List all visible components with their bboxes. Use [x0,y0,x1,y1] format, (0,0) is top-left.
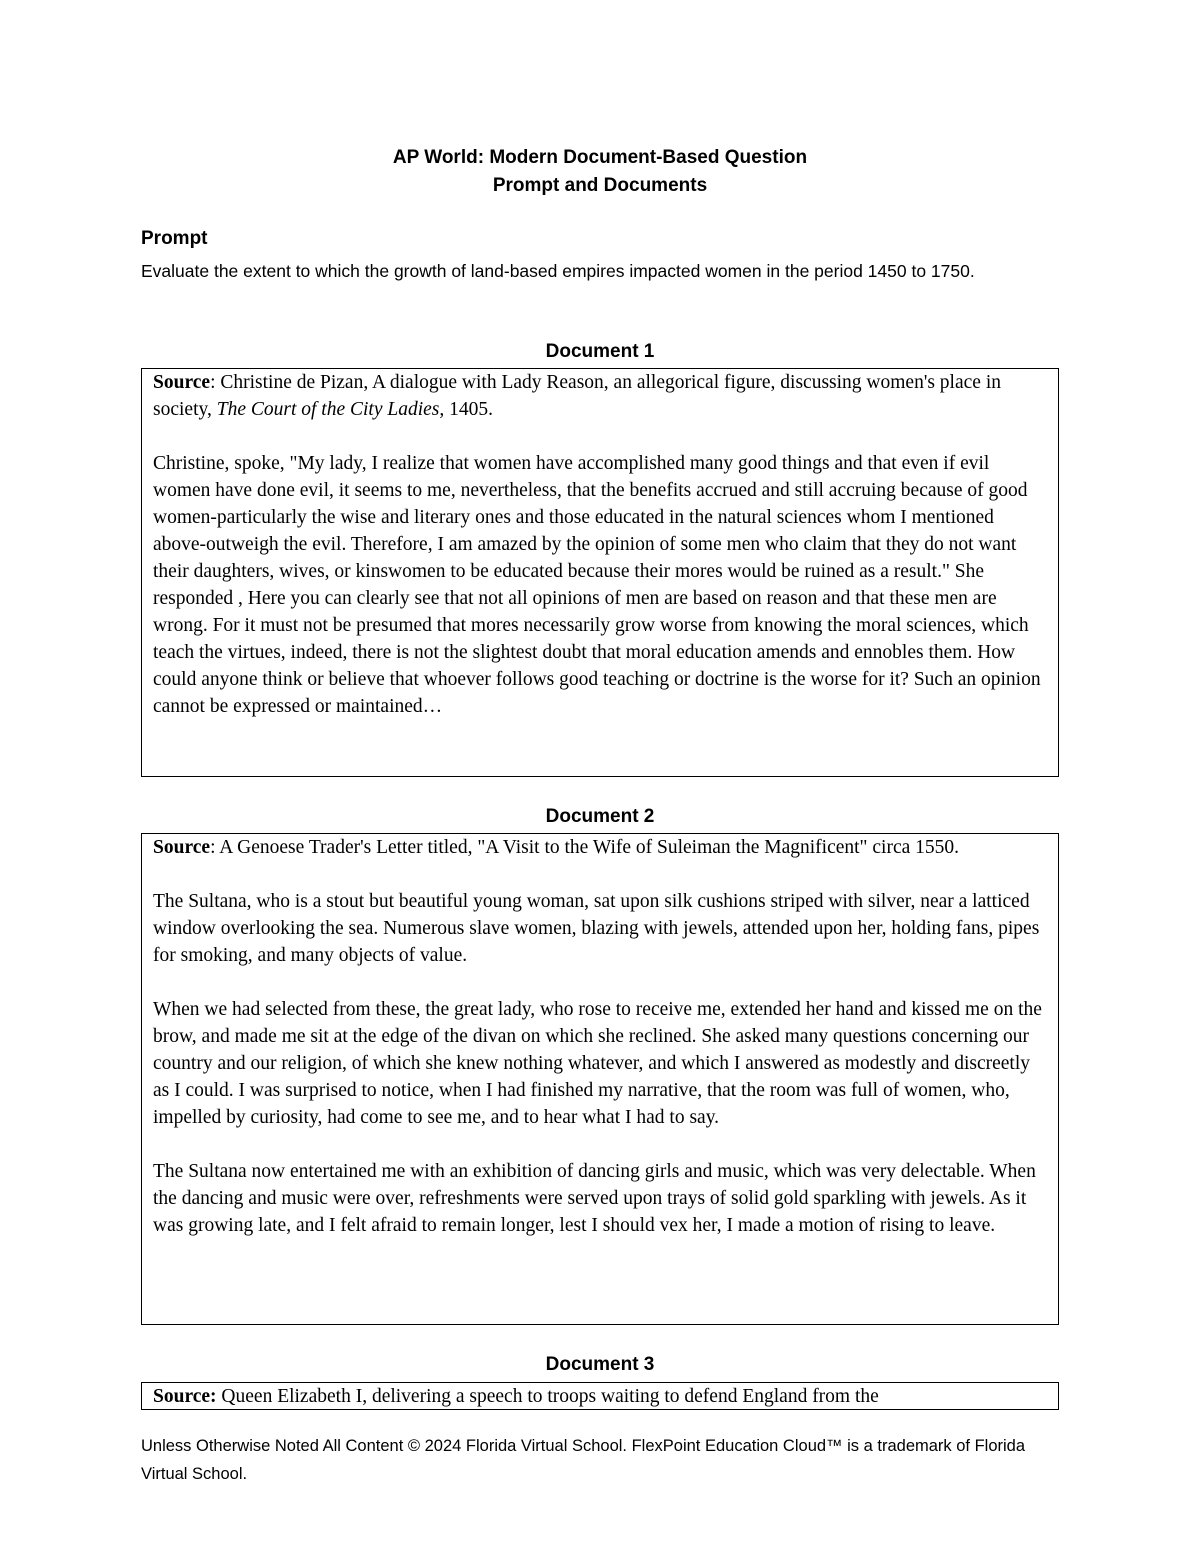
document-1-box [141,368,1059,777]
document-3-source-label: Source: [153,1386,217,1407]
document-1-source-text: Christine de Pizan, A dialogue with Lady Reason, an allegorical figure, discussing women's place in society, [153,372,1001,420]
document-2-paragraph-2: When we had selected from these, the great lady, who rose to receive me, extended her hand and kissed me on the brow, and made me sit at the edge of the divan on which she reclined. She asked many questions concerning our country and our religion, of which she knew nothing whatever, and which I answered as modestly and discreetly as I could. I was surprised to notice, when I had finished my narrative, that the room was full of women, who, impelled by curiosity, had come to see me, and to hear what I had to say. [153,999,1042,1128]
document-1-source-sep: : [210,372,221,393]
prompt-text: Evaluate the extent to which the growth of land-based empires impacted women in the period 1450 to 1750. [141,261,975,281]
document-2-source-sep: : [210,837,220,858]
document-2-paragraph-3: The Sultana now entertained me with an exhibition of dancing girls and music, which was very delectable. When the dancing and music were over, refreshments were served upon trays of solid gold sparkling with jewels. As it was growing late, and I felt afraid to remain longer, lest I should vex her, I made a motion of rising to leave. [153,1161,1036,1236]
document-1-source-label: Source [153,372,211,393]
page-subtitle: Prompt and Documents [492,175,708,196]
copyright-footer: Unless Otherwise Noted All Content © 2024 Florida Virtual School. FlexPoint Education Cloud™ is a trademark of Florida Virtual School. [141,1437,1026,1483]
document-2-source-label: Source [153,837,211,858]
document-3-box [141,1382,1059,1410]
document-3-source [153,1383,1048,1410]
document-3-heading: Document 3 [545,1354,655,1375]
document-1-paragraph: Christine, spoke, "My lady, I realize that women have accomplished many good things and that even if evil women have done evil, it seems to me, nevertheless, that the benefits accrued and still accruing because of good women-particularly the wise and literary ones and those educated in the natural sciences whom I mentioned above-outweigh the evil. Therefore, I am amazed by the opinion of some men who claim that they do not want their daughters, wives, or kinswomen to be educated because their mores would be ruined as a result." She responded , Here you can clearly see that not all opinions of men are based on reason and that these men are wrong. For it must not be presumed that mores necessarily grow worse from knowing the moral sciences, which teach the virtues, indeed, there is not the slightest doubt that moral education amends and ennobles them. How could anyone think or believe that whoever follows good teaching or doctrine is the worse for it? Such an opinion cannot be expressed or maintained… [153,453,1041,717]
document-2-source [153,834,1048,861]
document-2-heading: Document 2 [545,806,655,827]
document-3-source-text: Queen Elizabeth I, delivering a speech to troops waiting to defend England from the [216,1386,879,1407]
prompt-label: Prompt [141,228,208,249]
document-1-source [153,369,1048,423]
page-title: AP World: Modern Document-Based Question [392,147,808,168]
document-2-paragraph-1: The Sultana, who is a stout but beautiful young woman, sat upon silk cushions striped with silver, near a latticed window overlooking the sea. Numerous slave women, blazing with jewels, attended upon her, holding fans, pipes for smoking, and many objects of value. [153,891,1040,966]
document-title-block [0,144,1200,200]
document-2-source-text: A Genoese Trader's Letter titled, "A Visit to the Wife of Suleiman the Magnificent" circa 1550. [219,837,960,858]
document-1-source-year: 1405. [444,399,493,420]
document-1-heading: Document 1 [545,341,655,362]
document-1-source-title: The Court of the City Ladies, [216,399,445,420]
document-2-box [141,833,1059,1325]
